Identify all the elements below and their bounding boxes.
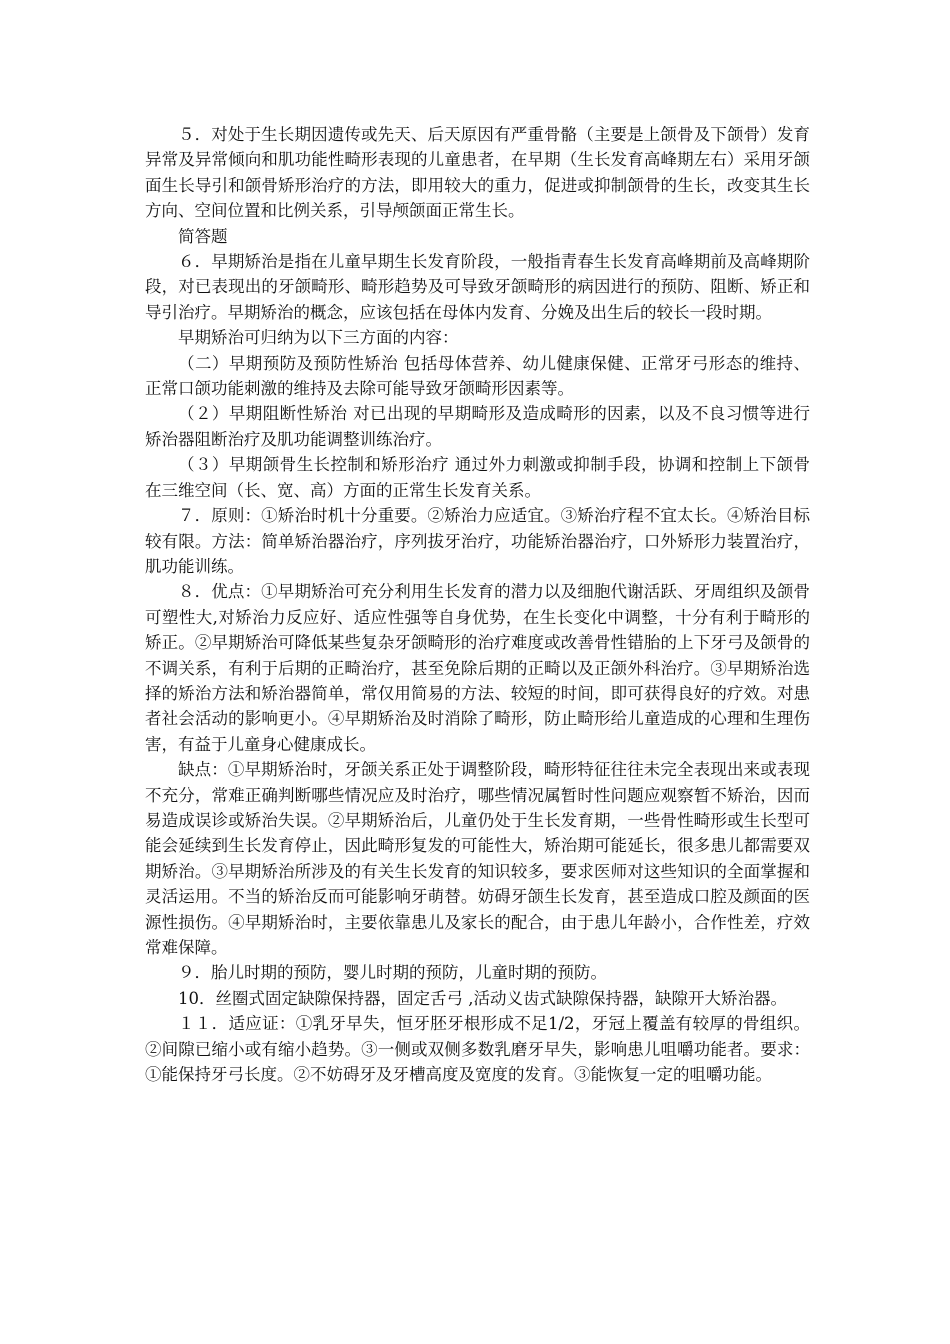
paragraph-6-early-treatment-definition: ６．早期矫治是指在儿童早期生长发育阶段，一般指青春生长发育高峰期前及高峰期阶段，对已表现出的牙颌畸形、畸形趋势及可导致牙颌畸形的病因进行的预防、阻断、矫正和导引治疗。早期矫治的概念，应该包括在母体内发育、分娩及出生后的较长一段时期。 (145, 252, 810, 322)
paragraph-preventive-treatment: （二）早期预防及预防性矫治 包括母体营养、幼儿健康保健、正常牙弓形态的维持、正常口颌功能刺激的维持及去除可能导致牙颌畸形因素等。 (145, 353, 810, 399)
paragraph-10-space-maintainers: 10．丝圈式固定缺隙保持器，固定舌弓 ,活动义齿式缺隙保持器，缺隙开大矫治器。 (178, 988, 787, 1008)
paragraph-7-principles-methods: ７．原则：①矫治时机十分重要。②矫治力应适宜。③矫治疗程不宜太长。④矫治目标较有限。方法：简单矫治器治疗，序列拔牙治疗，功能矫治器治疗，口外矫形力装置治疗，肌功能训练。 (145, 506, 810, 576)
section-heading-short-answer: 简答题 (178, 226, 228, 246)
document-page (145, 122, 810, 1087)
paragraph-interceptive-treatment: （２）早期阻断性矫治 对已出现的早期畸形及造成畸形的因素，以及不良习惯等进行矫治器阻断治疗及肌功能调整训练治疗。 (145, 404, 810, 449)
paragraph-growth-control: （３）早期颌骨生长控制和矫形治疗 通过外力刺激或抑制手段，协调和控制上下颌骨在三维空间（长、宽、高）方面的正常生长发育关系。 (145, 455, 810, 500)
paragraph-9-prevention-periods: ９．胎儿时期的预防，婴儿时期的预防，儿童时期的预防。 (178, 963, 607, 983)
paragraph-5-orthopedic-treatment: ５．对处于生长期因遗传或先天、后天原因有严重骨骼（主要是上颌骨及下颌骨）发育异常及异常倾向和肌功能性畸形表现的儿童患者，在早期（生长发育高峰期左右）采用牙颌面生长导引和颌骨矫形治疗的方法，即用较大的重力，促进或抑制颌骨的生长，改变其生长方向、空间位置和比例关系，引导颅颌面正常生长。 (145, 125, 810, 221)
paragraph-disadvantages: 缺点：①早期矫治时，牙颌关系正处于调整阶段，畸形特征往往未完全表现出来或表现不充分，常难正确判断哪些情况应及时治疗，哪些情况属暂时性问题应观察暂不矫治，因而易造成误诊或矫治失误。②早期矫治后，儿童仍处于生长发育期，一些骨性畸形或生长型可能会延续到生长发育停止，因此畸形复发的可能性大，矫治期可能延长，很多患儿都需要双期矫治。③早期矫治所涉及的有关生长发育的知识较多，要求医师对这些知识的全面掌握和灵活运用。不当的矫治反而可能影响牙萌替。妨碍牙颌生长发育，甚至造成口腔及颜面的医源性损伤。④早期矫治时，主要依靠患儿及家长的配合，由于患儿年龄小，合作性差，疗效常难保障。 (145, 760, 810, 957)
paragraph-three-aspects-intro: 早期矫治可归纳为以下三方面的内容： (178, 328, 459, 348)
paragraph-8-advantages: ８．优点：①早期矫治可充分利用生长发育的潜力以及细胞代谢活跃、牙周组织及颌骨可塑性大,对矫治力反应好、适应性强等自身优势，在生长变化中调整，十分有利于畸形的矫正。②早期矫治可降低某些复杂牙颌畸形的治疗难度或改善骨性错胎的上下牙弓及颌骨的不调关系，有利于后期的正畸治疗，甚至免除后期的正畸以及正颌外科治疗。③早期矫治选择的矫治方法和矫治器简单，常仅用简易的方法、较短的时间，即可获得良好的疗效。对患者社会活动的影响更小。④早期矫治及时消除了畸形，防止畸形给儿童造成的心理和生理伤害，有益于儿童身心健康成长。 (145, 582, 810, 754)
paragraph-11-indications: １１．适应证：①乳牙早失，恒牙胚牙根形成不足1/2，牙冠上覆盖有较厚的骨组织。②间隙已缩小或有缩小趋势。③一侧或双侧多数乳磨牙早失，影响患儿咀嚼功能者。要求：①能保持牙弓长度。②不妨碍牙及牙槽高度及宽度的发育。③能恢复一定的咀嚼功能。 (145, 1014, 810, 1085)
